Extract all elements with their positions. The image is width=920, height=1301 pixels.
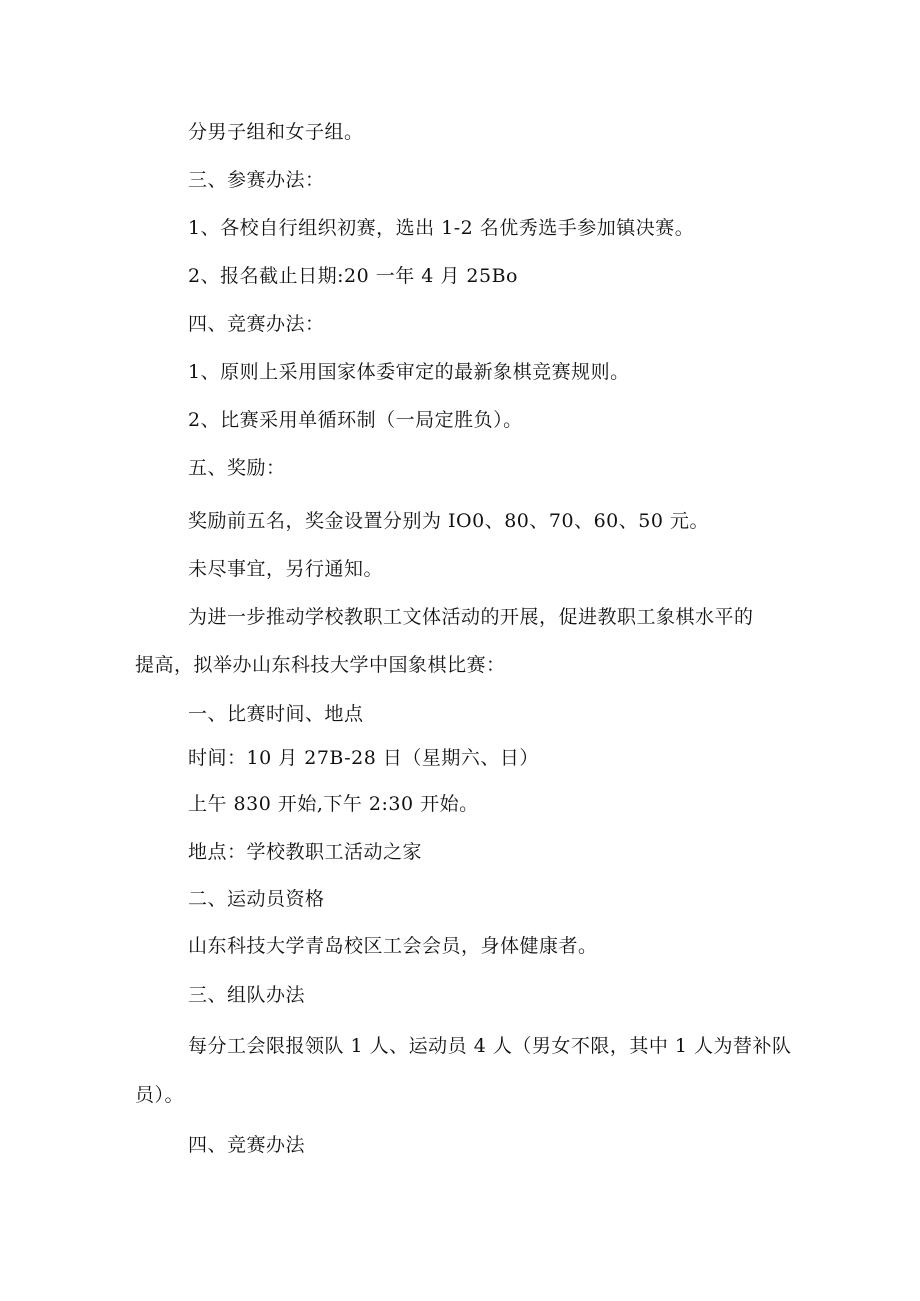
text-line-17: 二、运动员资格 xyxy=(188,888,325,910)
text-line-10: 未尽事宜，另行通知。 xyxy=(188,558,384,580)
text-line-13: 一、比赛时间、地点 xyxy=(188,703,364,725)
text-line-15: 上午 830 开始,下午 2:30 开始。 xyxy=(188,793,479,815)
text-line-3: 1、各校自行组织初赛，选出 1-2 名优秀选手参加镇决赛。 xyxy=(188,217,695,239)
text-line-14: 时间：10 月 27B-28 日（星期六、日） xyxy=(188,747,539,769)
text-line-20: 每分工会限报领队 1 人、运动员 4 人（男女不限，其中 1 人为替补队 xyxy=(188,1035,792,1057)
text-line-6: 1、原则上采用国家体委审定的最新象棋竞赛规则。 xyxy=(188,361,630,383)
text-line-5: 四、竞赛办法： xyxy=(188,313,325,335)
text-line-19: 三、组队办法 xyxy=(188,984,306,1006)
text-line-8: 五、奖励： xyxy=(188,457,286,479)
text-line-12: 提高，拟举办山东科技大学中国象棋比赛： xyxy=(135,654,506,676)
text-line-7: 2、比赛采用单循环制（一局定胜负）。 xyxy=(188,409,523,431)
text-line-4: 2、报名截止日期:20 一年 4 月 25Bo xyxy=(188,265,518,287)
text-line-9: 奖励前五名，奖金设置分别为 IO0、80、70、60、50 元。 xyxy=(188,510,709,532)
text-line-18: 山东科技大学青岛校区工会会员，身体健康者。 xyxy=(188,935,598,957)
text-line-11: 为进一步推动学校教职工文体活动的开展，促进教职工象棋水平的 xyxy=(188,606,754,628)
text-line-2: 三、参赛办法： xyxy=(188,169,325,191)
text-line-1: 分男子组和女子组。 xyxy=(188,121,364,143)
text-line-21: 员）。 xyxy=(135,1084,185,1106)
text-line-16: 地点：学校教职工活动之家 xyxy=(188,841,423,863)
text-line-22: 四、竞赛办法 xyxy=(188,1134,306,1156)
